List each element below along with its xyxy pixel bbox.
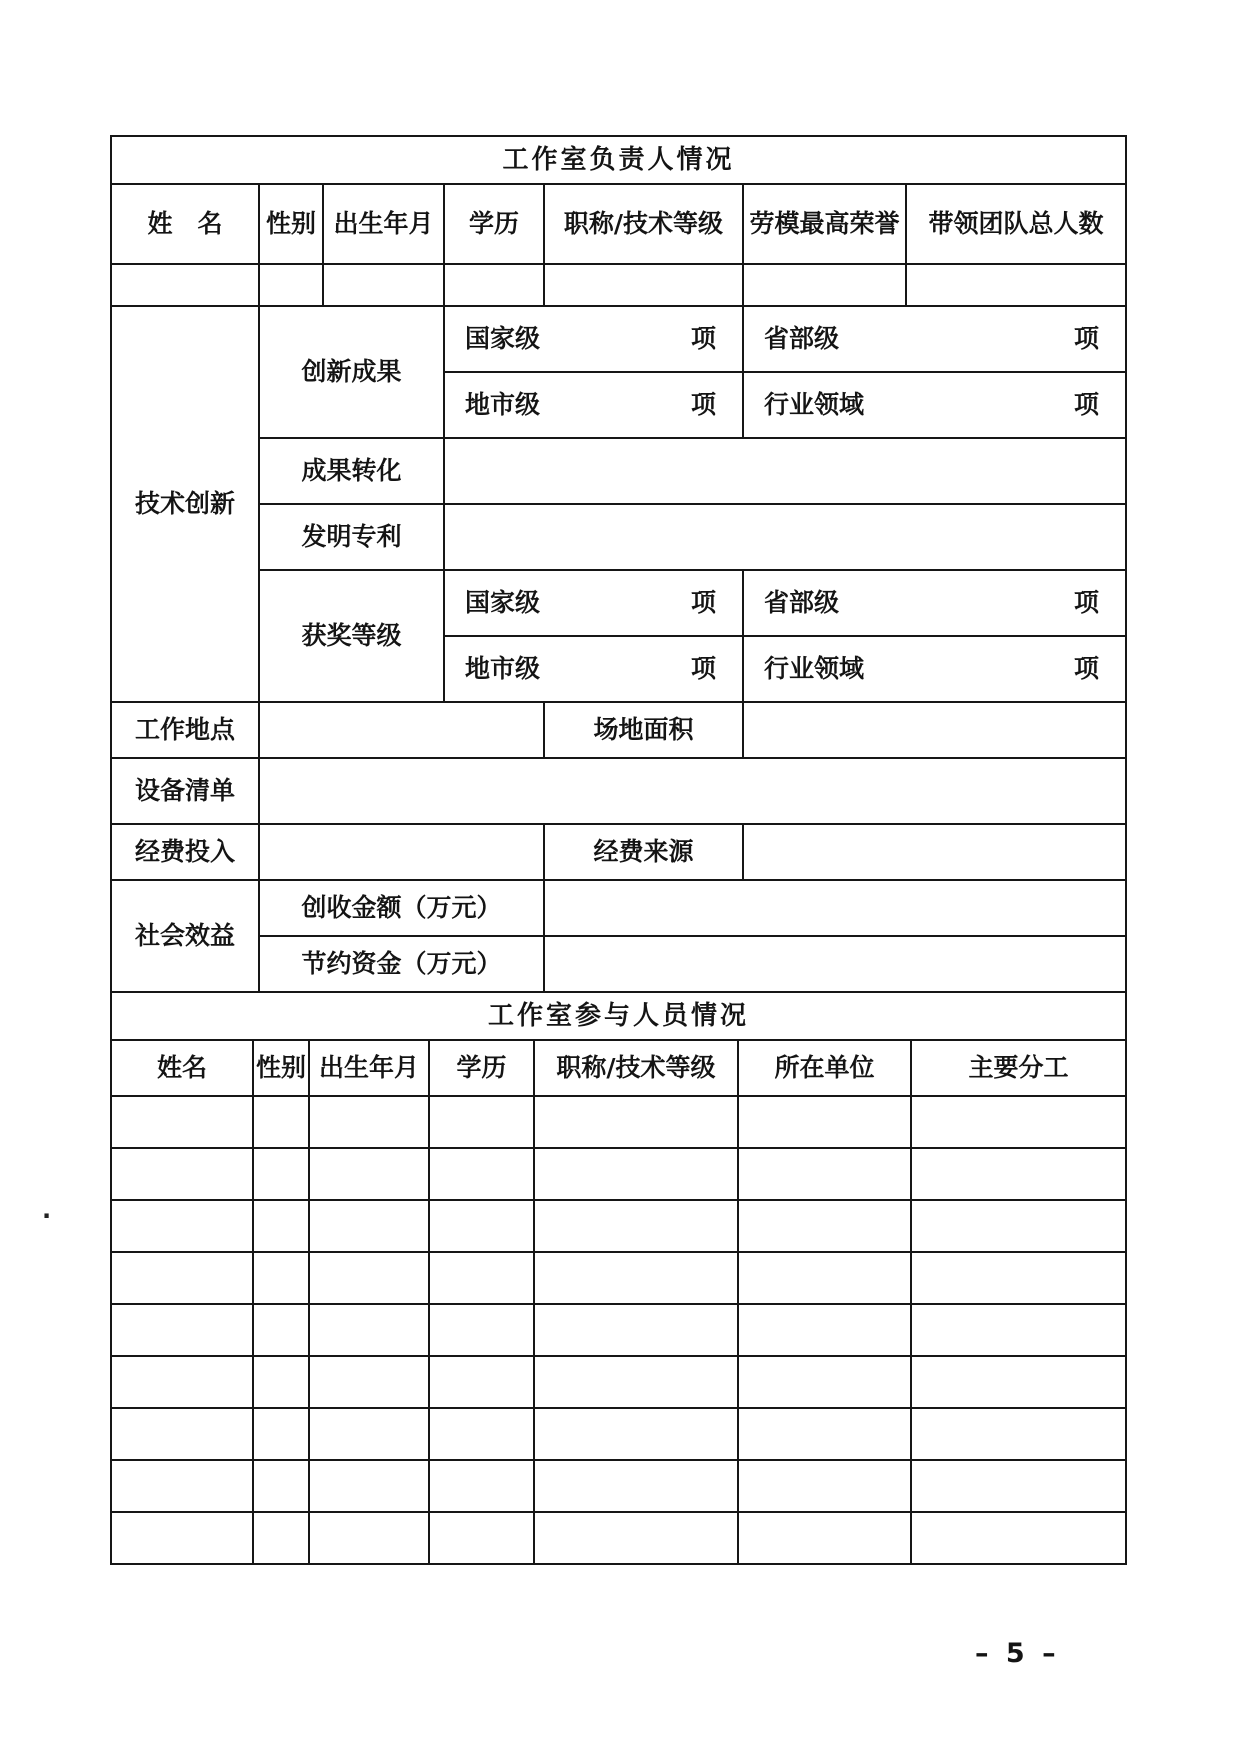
empty-cell	[444, 264, 544, 306]
empty-cell	[911, 1304, 1126, 1356]
saving-row	[111, 936, 1126, 992]
equipment-list-label: 设备清单	[111, 758, 259, 824]
empty-cell	[911, 1356, 1126, 1408]
empty-cell	[911, 1408, 1126, 1460]
innovation-national-row	[111, 306, 1126, 372]
empty-cell	[309, 1356, 429, 1408]
empty-cell	[911, 1200, 1126, 1252]
participants-section-title-row	[111, 992, 1126, 1040]
empty-cell	[738, 1512, 911, 1564]
empty-cell	[911, 1252, 1126, 1304]
table-row	[111, 1200, 1126, 1252]
unit-label: 项	[1074, 588, 1100, 618]
industry-field-label: 行业领域	[764, 654, 865, 684]
empty-cell	[906, 264, 1126, 306]
table-row	[111, 1460, 1126, 1512]
tech-innovation-group-label: 技术创新	[111, 306, 259, 702]
work-location-label: 工作地点	[111, 702, 259, 758]
award-provincial-split	[744, 587, 1125, 618]
empty-cell	[253, 1512, 309, 1564]
col-header-birth-date: 出生年月	[323, 184, 444, 264]
empty-cell	[738, 1304, 911, 1356]
empty-cell	[738, 1460, 911, 1512]
funding-input-value-cell	[259, 824, 544, 880]
pcol-header-title-grade: 职称/技术等级	[534, 1040, 738, 1096]
col-header-title-grade: 职称/技术等级	[544, 184, 743, 264]
empty-cell	[253, 1252, 309, 1304]
empty-cell	[309, 1304, 429, 1356]
empty-cell	[253, 1148, 309, 1200]
empty-cell	[429, 1200, 534, 1252]
empty-cell	[534, 1356, 738, 1408]
innovation-results-label: 创新成果	[259, 306, 444, 438]
table-row	[111, 1096, 1126, 1148]
innovation-industry-split	[744, 389, 1125, 420]
pcol-header-birth-date: 出生年月	[309, 1040, 429, 1096]
unit-label: 项	[1074, 390, 1100, 420]
empty-cell	[259, 264, 323, 306]
site-area-label: 场地面积	[544, 702, 743, 758]
empty-cell	[738, 1408, 911, 1460]
income-amount-value-cell	[544, 880, 1126, 936]
table-row	[111, 1356, 1126, 1408]
pcol-header-gender: 性别	[253, 1040, 309, 1096]
empty-cell	[309, 1408, 429, 1460]
innovation-provincial-split	[744, 323, 1125, 354]
award-municipal-cell	[444, 636, 743, 702]
leader-header-row	[111, 184, 1126, 264]
empty-cell	[111, 1096, 253, 1148]
provincial-level-label: 省部级	[764, 324, 840, 354]
empty-cell	[429, 1512, 534, 1564]
empty-cell	[534, 1200, 738, 1252]
pcol-header-education: 学历	[429, 1040, 534, 1096]
provincial-level-label: 省部级	[764, 588, 840, 618]
empty-cell	[111, 1252, 253, 1304]
empty-cell	[534, 1252, 738, 1304]
empty-cell	[534, 1408, 738, 1460]
pcol-header-name: 姓名	[111, 1040, 253, 1096]
empty-cell	[111, 1356, 253, 1408]
table-row	[111, 1408, 1126, 1460]
empty-cell	[253, 1356, 309, 1408]
participants-section-title: 工作室参与人员情况	[111, 992, 1126, 1040]
table-row	[111, 1304, 1126, 1356]
empty-cell	[309, 1200, 429, 1252]
col-header-gender: 性别	[259, 184, 323, 264]
stray-ink-mark: .	[42, 1196, 52, 1224]
empty-cell	[738, 1356, 911, 1408]
empty-cell	[738, 1148, 911, 1200]
award-industry-cell	[743, 636, 1126, 702]
pcol-header-work-unit: 所在单位	[738, 1040, 911, 1096]
empty-cell	[738, 1096, 911, 1148]
national-level-label: 国家级	[465, 588, 541, 618]
equipment-list-value-cell	[259, 758, 1126, 824]
national-level-label: 国家级	[465, 324, 541, 354]
industry-field-label: 行业领域	[764, 390, 865, 420]
award-provincial-cell	[743, 570, 1126, 636]
empty-cell	[111, 1200, 253, 1252]
empty-cell	[111, 1408, 253, 1460]
form-area	[110, 135, 1127, 1565]
innovation-national-cell	[444, 306, 743, 372]
funding-source-value-cell	[743, 824, 1126, 880]
col-header-model-honor: 劳模最高荣誉	[743, 184, 906, 264]
empty-cell	[309, 1460, 429, 1512]
empty-cell	[534, 1512, 738, 1564]
empty-cell	[544, 264, 743, 306]
award-national-cell	[444, 570, 743, 636]
unit-label: 项	[690, 654, 716, 684]
results-transfer-value-cell	[444, 438, 1126, 504]
award-national-split	[445, 587, 742, 618]
empty-cell	[534, 1304, 738, 1356]
table-row	[111, 1252, 1126, 1304]
leader-section-title: 工作室负责人情况	[111, 136, 1126, 184]
unit-label: 项	[690, 324, 716, 354]
empty-cell	[534, 1460, 738, 1512]
results-transfer-label: 成果转化	[259, 438, 444, 504]
invention-patents-label: 发明专利	[259, 504, 444, 570]
leader-blank-row	[111, 264, 1126, 306]
leader-info-table	[110, 135, 1127, 993]
unit-label: 项	[690, 588, 716, 618]
empty-cell	[911, 1460, 1126, 1512]
empty-cell	[429, 1096, 534, 1148]
municipal-level-label: 地市级	[465, 654, 541, 684]
award-municipal-split	[445, 653, 742, 684]
income-row	[111, 880, 1126, 936]
empty-cell	[534, 1148, 738, 1200]
invention-patents-value-cell	[444, 504, 1126, 570]
saving-amount-value-cell	[544, 936, 1126, 992]
empty-cell	[111, 1512, 253, 1564]
empty-cell	[111, 1460, 253, 1512]
empty-cell	[309, 1148, 429, 1200]
empty-cell	[253, 1096, 309, 1148]
empty-cell	[309, 1512, 429, 1564]
site-area-value-cell	[743, 702, 1126, 758]
table-row	[111, 1148, 1126, 1200]
empty-cell	[743, 264, 906, 306]
innovation-municipal-split	[445, 389, 742, 420]
empty-cell	[534, 1096, 738, 1148]
empty-cell	[911, 1148, 1126, 1200]
empty-cell	[429, 1460, 534, 1512]
unit-label: 项	[690, 390, 716, 420]
empty-cell	[429, 1304, 534, 1356]
empty-cell	[323, 264, 444, 306]
saving-amount-label: 节约资金（万元）	[259, 936, 544, 992]
income-amount-label: 创收金额（万元）	[259, 880, 544, 936]
award-national-row	[111, 570, 1126, 636]
participants-header-row	[111, 1040, 1126, 1096]
empty-cell	[111, 1304, 253, 1356]
page-number: – 5 –	[975, 1638, 1060, 1669]
equipment-row	[111, 758, 1126, 824]
empty-cell	[429, 1356, 534, 1408]
award-level-label: 获奖等级	[259, 570, 444, 702]
empty-cell	[429, 1252, 534, 1304]
award-industry-split	[744, 653, 1125, 684]
unit-label: 项	[1074, 324, 1100, 354]
col-header-team-size: 带领团队总人数	[906, 184, 1126, 264]
col-header-name: 姓 名	[111, 184, 259, 264]
innovation-municipal-cell	[444, 372, 743, 438]
funding-row	[111, 824, 1126, 880]
empty-cell	[429, 1408, 534, 1460]
empty-cell	[309, 1252, 429, 1304]
col-header-education: 学历	[444, 184, 544, 264]
invention-patents-row	[111, 504, 1126, 570]
empty-cell	[253, 1408, 309, 1460]
empty-cell	[253, 1460, 309, 1512]
funding-input-label: 经费投入	[111, 824, 259, 880]
funding-source-label: 经费来源	[544, 824, 743, 880]
empty-cell	[911, 1096, 1126, 1148]
innovation-provincial-cell	[743, 306, 1126, 372]
empty-cell	[911, 1512, 1126, 1564]
leader-section-title-row	[111, 136, 1126, 184]
innovation-industry-cell	[743, 372, 1126, 438]
empty-cell	[738, 1200, 911, 1252]
work-location-row	[111, 702, 1126, 758]
empty-cell	[253, 1200, 309, 1252]
work-location-value-cell	[259, 702, 544, 758]
empty-cell	[738, 1252, 911, 1304]
innovation-national-split	[445, 323, 742, 354]
unit-label: 项	[1074, 654, 1100, 684]
table-row	[111, 1512, 1126, 1564]
empty-cell	[429, 1148, 534, 1200]
participants-table	[110, 991, 1127, 1565]
results-transfer-row	[111, 438, 1126, 504]
pcol-header-main-duty: 主要分工	[911, 1040, 1126, 1096]
social-benefit-group-label: 社会效益	[111, 880, 259, 992]
municipal-level-label: 地市级	[465, 390, 541, 420]
empty-cell	[253, 1304, 309, 1356]
empty-cell	[309, 1096, 429, 1148]
empty-cell	[111, 1148, 253, 1200]
empty-cell	[111, 264, 259, 306]
